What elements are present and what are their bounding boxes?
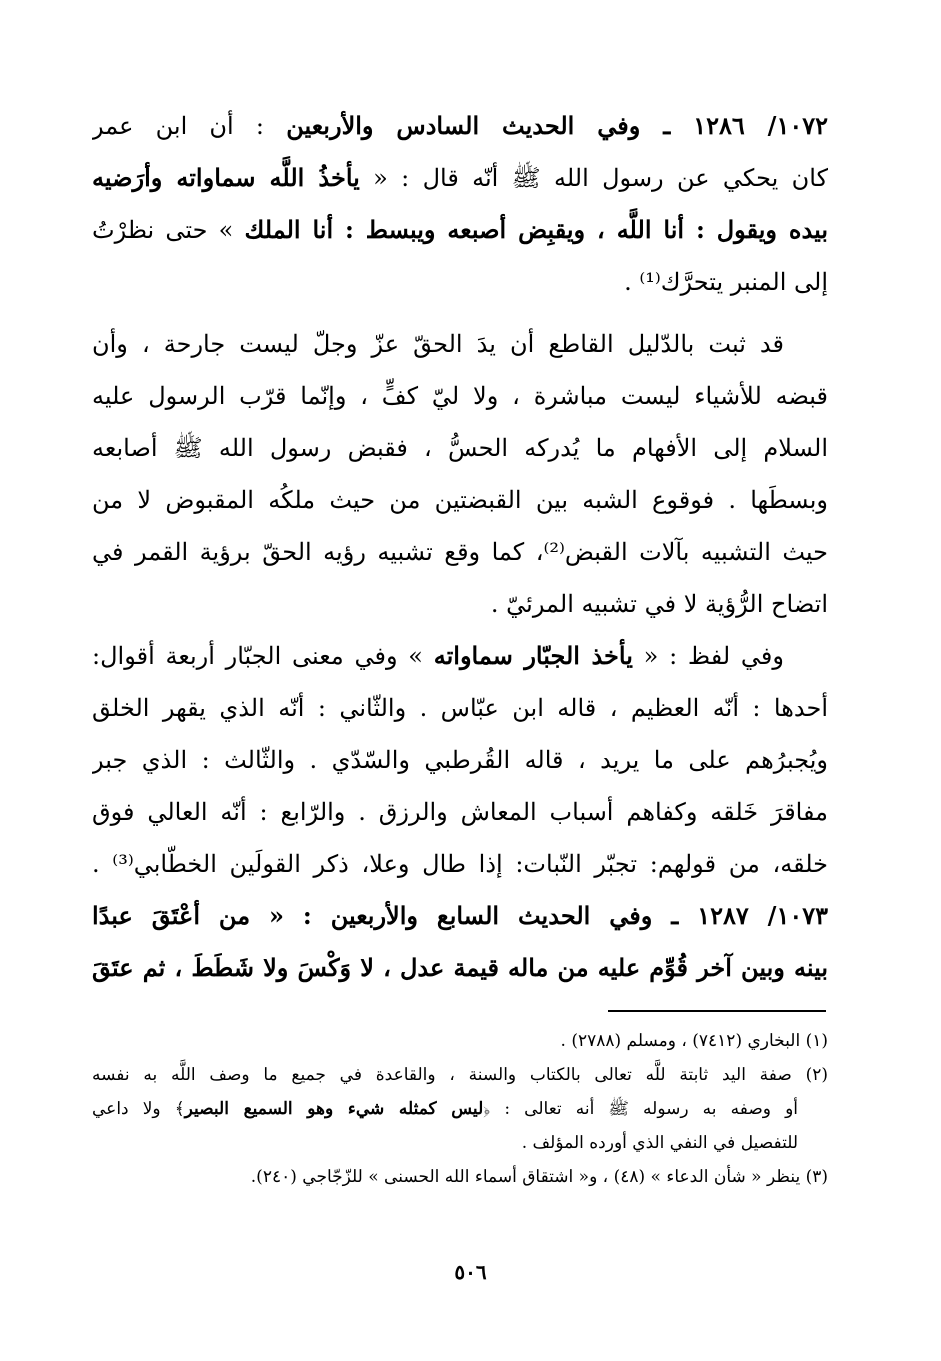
hadith-1073-line-1: ١٠٧٣/ ١٢٨٧ ـ وفي الحديث السابع والأربعين : « من أعْتَقَ عبدًا — [92, 901, 828, 930]
hadith-1072-line-1: ١٠٧٢/ ١٢٨٦ ـ وفي الحديث السادس والأربعين : أن ابن عمر — [92, 111, 828, 140]
jabbar-line-3: ويُجبرُهم على ما يريد ، قاله القُرطبي والسّدّي . والثّالث : الذي جبر — [92, 746, 828, 774]
jabbar-line-4: مفاقرَ خَلقه وكفاهم أسباب المعاش والرزق . والرّابع : أنّه العالي فوق — [92, 798, 828, 826]
commentary-line-1: قد ثبت بالدّليل القاطع أن يدَ الحقّ عزّ وجلّ ليست جارحة ، وأن — [92, 330, 784, 358]
hadith-1072-line-3: بيده ويقول : أنا اللَّه ، ويقبِض أصبعه ويبسط : أنا الملك » حتى نظرْتُ — [92, 215, 828, 244]
commentary-line-4: وبسطَها . فوقوع الشبه بين القبضتين من حيث ملكُه المقبوض لا من — [92, 486, 828, 514]
jabbar-line-2: أحدها : أنّه العظيم ، قاله ابن عبّاس . والثّاني : أنّه الذي يقهر الخلق — [92, 694, 828, 722]
commentary-line-6: اتضاح الرُّؤية لا في تشبيه المرئيّ . — [490, 590, 828, 618]
hadith-1072-line-2: كان يحكي عن رسول الله ﷺ أنّه قال : « يأخذُ اللَّه سماواته وأرَضيه — [92, 163, 828, 192]
quran-quote: ليس كمثله شيء وهو السميع البصير — [184, 1099, 484, 1119]
hadith-1072-heading: ١٠٧٢/ ١٢٨٦ ـ وفي الحديث السادس والأربعين — [286, 111, 828, 140]
main-text — [92, 100, 828, 994]
footnote-separator — [608, 1010, 826, 1012]
hadith-1072-line-4: إلى المنبر يتحرَّك⁽¹⁾ . — [624, 268, 828, 296]
footnote-2-line-3: للتفصيل في النفي الذي أورده المؤلف . — [521, 1133, 798, 1153]
commentary-line-3: السلام إلى الأفهام ما يُدركه الحسُّ ، فقبض رسول الله ﷺ أصابعه — [92, 434, 828, 462]
jabbar-line-5: خلقه، من قولهم: تجبّر النّبات: إذا طال وعلا، ذكر القولَين الخطّابي⁽³⁾ . — [92, 850, 828, 878]
page-number: ٥٠٦ — [454, 1260, 487, 1284]
hadith-1073-line-2: بينه وبين آخر قُوِّم عليه من ماله قيمة عدل ، لا وَكْسَ ولا شَطَطَ ، ثم عتَقَ — [92, 953, 828, 982]
jabbar-line-1: وفي لفظ : « يأخذ الجبّار سماواته » وفي معنى الجبّار أربعة أقوال: — [92, 641, 784, 670]
commentary-line-5: حيث التشبيه بآلات القبض⁽²⁾، كما وقع تشبيه رؤيه الحقّ برؤية القمر في — [92, 538, 828, 566]
footnote-2-line-1: (٢) صفة اليد ثابتة للَّه تعالى بالكتاب والسنة ، والقاعدة في جميع ما وصف اللَّه به نفسه — [92, 1065, 828, 1085]
commentary-line-2: قبضه للأشياء ليست مباشرة ، ولا ليّ كفٍّ ، وإنّما قرّب الرسول عليه — [92, 382, 828, 410]
footnote-1: (١) البخاري (٧٤١٢) ، ومسلم (٢٧٨٨) . — [560, 1031, 828, 1051]
footnotes — [92, 1024, 828, 1194]
footnote-3: (٣) ينظر « شأن الدعاء » (٤٨) ، و« اشتقاق أسماء الله الحسنى » للزّجّاجي (٢٤٠). — [250, 1167, 828, 1187]
hadith-1073-heading: ١٠٧٣/ ١٢٨٧ ـ وفي الحديث السابع والأربعين — [330, 901, 828, 930]
footnote-2-line-2: أو وصفه به رسوله ﷺ أنه تعالى : ﴿ليس كمثله شيء وهو السميع البصير﴾ ولا داعي — [92, 1099, 798, 1119]
